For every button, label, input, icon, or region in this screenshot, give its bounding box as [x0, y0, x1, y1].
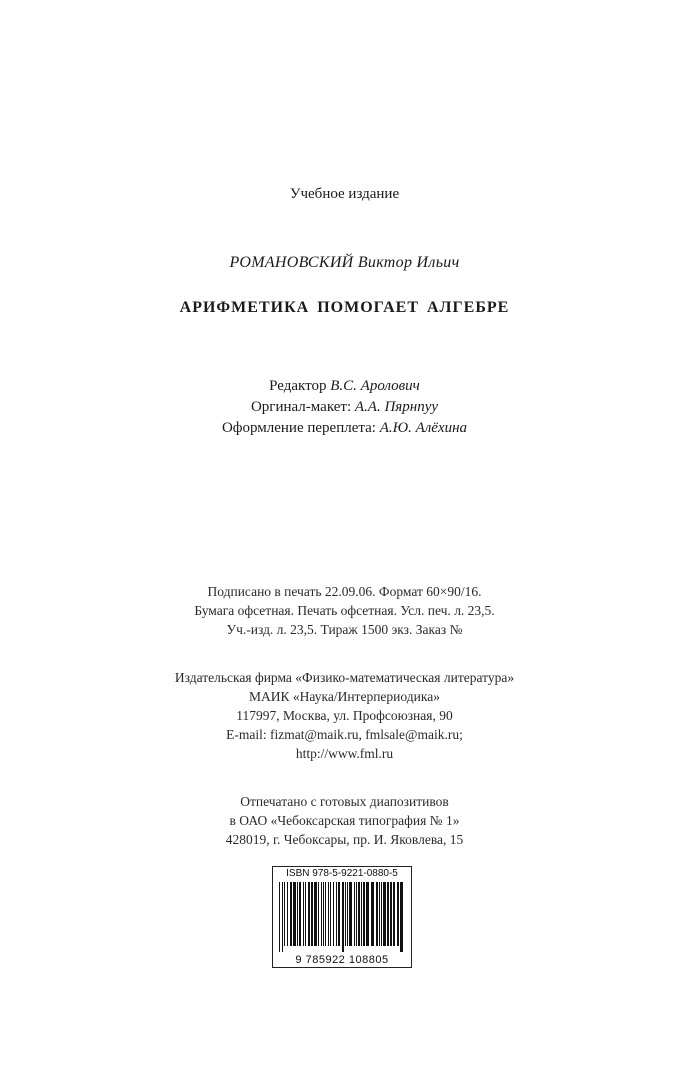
publisher-block: [0, 668, 689, 763]
barcode-bar: [287, 882, 288, 946]
credit-role: Оформление переплета:: [221, 420, 376, 436]
barcode-bar: [328, 882, 329, 946]
barcode-bar: [308, 882, 310, 946]
barcode-bar: [323, 882, 324, 946]
barcode-bar: [290, 882, 292, 946]
barcode-bar: [345, 882, 346, 946]
credit-name: В.С. Аролович: [330, 378, 420, 394]
credit-editor: [0, 376, 689, 397]
barcode-bar: [305, 882, 306, 946]
imprint-line: Подписано в печать 22.09.06. Формат 60×90/16.: [207, 584, 482, 599]
barcode-bar: [354, 882, 355, 946]
barcode-bar: [347, 882, 348, 946]
credit-name: А.А. Пярнпуу: [354, 399, 439, 415]
barcode-bar: [381, 882, 382, 946]
printer-line: в ОАО «Чебоксарская типография № 1»: [229, 813, 460, 828]
barcode-bar: [387, 882, 389, 946]
barcode-bars: [277, 882, 407, 952]
barcode-bar: [376, 882, 378, 946]
barcode-bar: [342, 882, 344, 952]
credits-block: [0, 376, 689, 439]
barcode-bar: [361, 882, 362, 946]
imprint-line: Бумага офсетная. Печать офсетная. Усл. печ. л. 23,5.: [194, 603, 495, 618]
author-line: [0, 254, 689, 272]
series-label: Учебное издание: [289, 186, 400, 202]
imprint-block: [0, 582, 689, 639]
credit-name: А.Ю. Алёхина: [379, 420, 468, 436]
barcode-bar: [314, 882, 317, 946]
isbn-barcode: [272, 866, 412, 968]
barcode-bar: [379, 882, 380, 946]
barcode-bar: [338, 882, 340, 946]
publisher-line: 117997, Москва, ул. Профсоюзная, 90: [236, 708, 453, 723]
barcode-bar: [303, 882, 304, 946]
barcode-digits: 9 785922 108805: [295, 954, 389, 966]
credit-role: Оргинал-макет:: [250, 399, 352, 415]
printer-line: 428019, г. Чебоксары, пр. И. Яковлева, 15: [225, 832, 464, 847]
barcode-bar: [299, 882, 301, 946]
barcode-bar: [393, 882, 395, 946]
barcode-bar: [336, 882, 337, 946]
barcode-bar: [363, 882, 365, 946]
imprint-line: Уч.-изд. л. 23,5. Тираж 1500 экз. Заказ №: [226, 622, 463, 637]
barcode-bar: [358, 882, 360, 946]
barcode-bar: [321, 882, 322, 946]
printer-block: [0, 792, 689, 849]
credit-layout: [0, 397, 689, 418]
publisher-line: МАИК «Наука/Интерпериодика»: [249, 689, 440, 704]
author-given-names: Виктор Ильич: [357, 254, 460, 271]
barcode-bar: [318, 882, 319, 946]
publisher-line: E-mail: fizmat@maik.ru, fmlsale@maik.ru;: [226, 727, 463, 742]
barcode-bar: [282, 882, 283, 952]
barcode-bar: [397, 882, 399, 946]
credit-binding-design: [0, 418, 689, 439]
isbn-label: ISBN 978-5-9221-0880-5: [286, 868, 398, 879]
barcode-bar: [325, 882, 326, 946]
barcode-bar: [330, 882, 331, 946]
credit-role: Редактор: [269, 378, 327, 394]
printer-line: Отпечатано с готовых диапозитивов: [240, 794, 449, 809]
barcode-bar: [297, 882, 298, 946]
publisher-line: http://www.fml.ru: [295, 746, 394, 761]
book-title: АРИФМЕТИКА ПОМОГАЕТ АЛГЕБРЕ: [179, 299, 510, 316]
barcode-bar: [284, 882, 285, 946]
barcode-bar: [279, 882, 280, 952]
barcode-bar: [356, 882, 357, 946]
barcode-bar: [400, 882, 403, 952]
barcode-bar: [333, 882, 334, 946]
barcode-bar: [390, 882, 392, 946]
barcode-bar: [293, 882, 296, 946]
barcode-bar: [366, 882, 369, 946]
barcode-bar: [311, 882, 313, 946]
author-surname: РОМАНОВСКИЙ: [229, 254, 354, 271]
publisher-line: Издательская фирма «Физико-математическая литература»: [174, 670, 515, 685]
barcode-bar: [371, 882, 374, 946]
barcode-bar: [349, 882, 352, 946]
barcode-bar: [383, 882, 386, 946]
